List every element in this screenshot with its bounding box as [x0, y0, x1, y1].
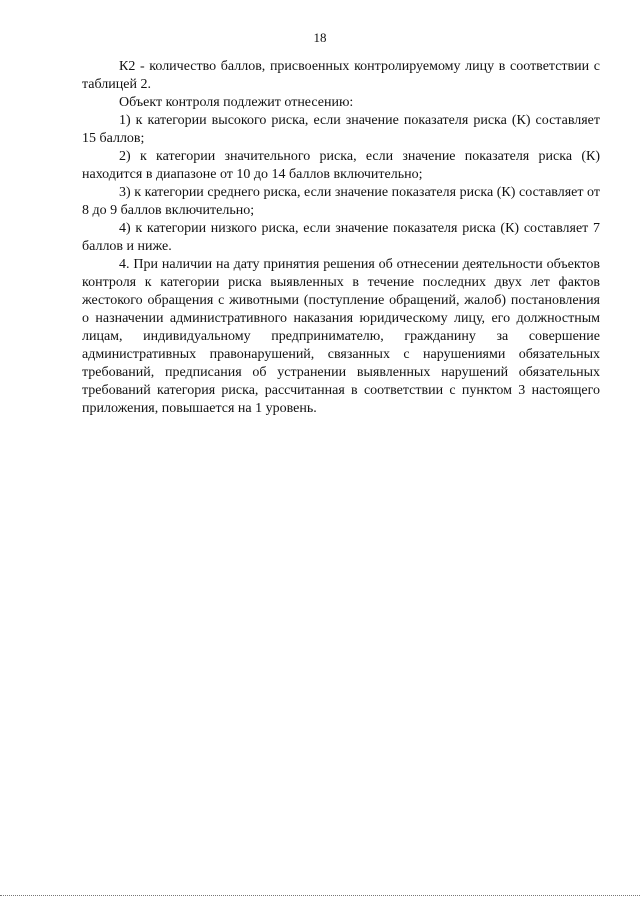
paragraph-item-4: 4. При наличии на дату принятия решения об отнесении деятельности объектов контроля к категории риска выявленных в течение последних двух лет фактов жестокого обращения с животными (поступление обращений, жалоб) постановления о назначении административного наказания юридическому лицу, его должностным лицам, индивидуальному предпринимателю, гражданину за совершение административных правонарушений, связанных с нарушениями обязательных требований, предписания об устранении выявленных нарушений обязательных требований категория риска, рассчитанная в соответствии с пунктом 3 настоящего приложения, повышается на 1 уровень.	[82, 257, 600, 416]
paragraph-significant-risk: 2) к категории значительного риска, если значение показателя риска (К) находится в диапазоне от 10 до 14 баллов включительно;	[82, 149, 600, 182]
paragraph-low-risk: 4) к категории низкого риска, если значение показателя риска (К) составляет 7 баллов и ниже.	[82, 221, 600, 254]
paragraph-high-risk: 1) к категории высокого риска, если значение показателя риска (К) составляет 15 баллов;	[82, 113, 600, 146]
page-number: 18	[313, 30, 327, 45]
document-body	[82, 58, 600, 418]
paragraph-medium-risk: 3) к категории среднего риска, если значение показателя риска (К) составляет от 8 до 9 баллов включительно;	[82, 185, 600, 218]
paragraph-classification-intro: Объект контроля подлежит отнесению:	[119, 95, 354, 110]
bottom-divider	[0, 895, 640, 896]
paragraph-k2-definition: К2 - количество баллов, присвоенных контролируемому лицу в соответствии с таблицей 2.	[82, 59, 600, 92]
